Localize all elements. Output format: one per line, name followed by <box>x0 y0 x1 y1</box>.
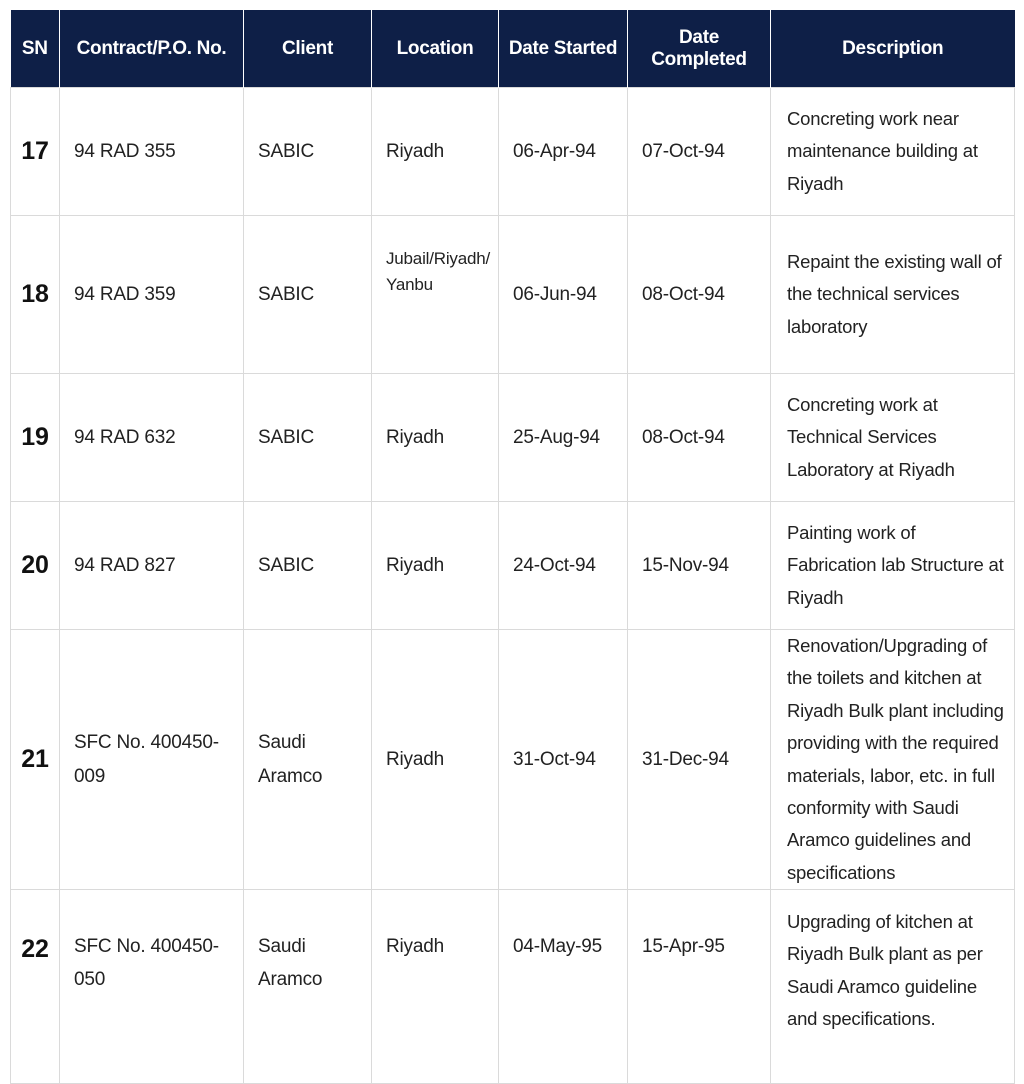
cell-date-started: 24-Oct-94 <box>499 502 628 630</box>
cell-client: Saudi Aramco <box>244 630 372 890</box>
cell-description: Repaint the existing wall of the technical services laboratory <box>771 216 1015 374</box>
cell-location: Riyadh <box>372 88 499 216</box>
table-row <box>11 890 1015 1084</box>
cell-date-completed: 31-Dec-94 <box>628 630 771 890</box>
cell-date-completed: 08-Oct-94 <box>628 216 771 374</box>
cell-client: Saudi Aramco <box>244 890 372 1084</box>
cell-date-started: 25-Aug-94 <box>499 374 628 502</box>
cell-date-completed: 07-Oct-94 <box>628 88 771 216</box>
cell-date-started: 06-Apr-94 <box>499 88 628 216</box>
cell-description: Renovation/Upgrading of the toilets and kitchen at Riyadh Bulk plant including providing with the required materials, labor, etc. in full conformity with Saudi Aramco guidelines and specifications <box>771 630 1015 890</box>
table-row <box>11 88 1015 216</box>
cell-description: Concreting work near maintenance building at Riyadh <box>771 88 1015 216</box>
cell-contract: 94 RAD 827 <box>60 502 244 630</box>
cell-sn: 19 <box>11 374 60 502</box>
cell-contract: SFC No. 400450-009 <box>60 630 244 890</box>
cell-description: Painting work of Fabrication lab Structure at Riyadh <box>771 502 1015 630</box>
cell-description: Upgrading of kitchen at Riyadh Bulk plant as per Saudi Aramco guideline and specifications. <box>771 890 1015 1084</box>
table-row <box>11 502 1015 630</box>
cell-sn: 21 <box>11 630 60 890</box>
cell-contract: 94 RAD 355 <box>60 88 244 216</box>
cell-date-started: 04-May-95 <box>499 890 628 1084</box>
cell-contract: SFC No. 400450-050 <box>60 890 244 1084</box>
cell-date-started: 06-Jun-94 <box>499 216 628 374</box>
cell-date-completed: 08-Oct-94 <box>628 374 771 502</box>
column-header-location: Location <box>372 10 499 88</box>
cell-client: SABIC <box>244 502 372 630</box>
table-row <box>11 630 1015 890</box>
cell-location: Riyadh <box>372 890 499 1084</box>
cell-description: Concreting work at Technical Services Laboratory at Riyadh <box>771 374 1015 502</box>
cell-location <box>372 216 499 374</box>
column-header-date-started: Date Started <box>499 10 628 88</box>
cell-contract: 94 RAD 359 <box>60 216 244 374</box>
cell-date-started: 31-Oct-94 <box>499 630 628 890</box>
column-header-contract: Contract/P.O. No. <box>60 10 244 88</box>
project-table <box>10 10 1015 1084</box>
cell-location: Riyadh <box>372 502 499 630</box>
cell-sn: 17 <box>11 88 60 216</box>
cell-sn: 18 <box>11 216 60 374</box>
cell-location: Riyadh <box>372 374 499 502</box>
column-header-client: Client <box>244 10 372 88</box>
table-row <box>11 216 1015 374</box>
table-row <box>11 374 1015 502</box>
project-table-container <box>10 10 1014 1084</box>
cell-sn: 22 <box>11 890 60 1084</box>
cell-location: Riyadh <box>372 630 499 890</box>
cell-sn: 20 <box>11 502 60 630</box>
cell-client: SABIC <box>244 88 372 216</box>
cell-date-completed: 15-Nov-94 <box>628 502 771 630</box>
cell-date-completed: 15-Apr-95 <box>628 890 771 1084</box>
column-header-date-completed: Date Completed <box>628 10 771 88</box>
cell-client: SABIC <box>244 216 372 374</box>
column-header-description: Description <box>771 10 1015 88</box>
cell-location-text: Jubail/Riyadh/Yanbu <box>386 249 490 295</box>
cell-client: SABIC <box>244 374 372 502</box>
cell-contract: 94 RAD 632 <box>60 374 244 502</box>
table-header-row <box>11 10 1015 88</box>
column-header-sn: SN <box>11 10 60 88</box>
